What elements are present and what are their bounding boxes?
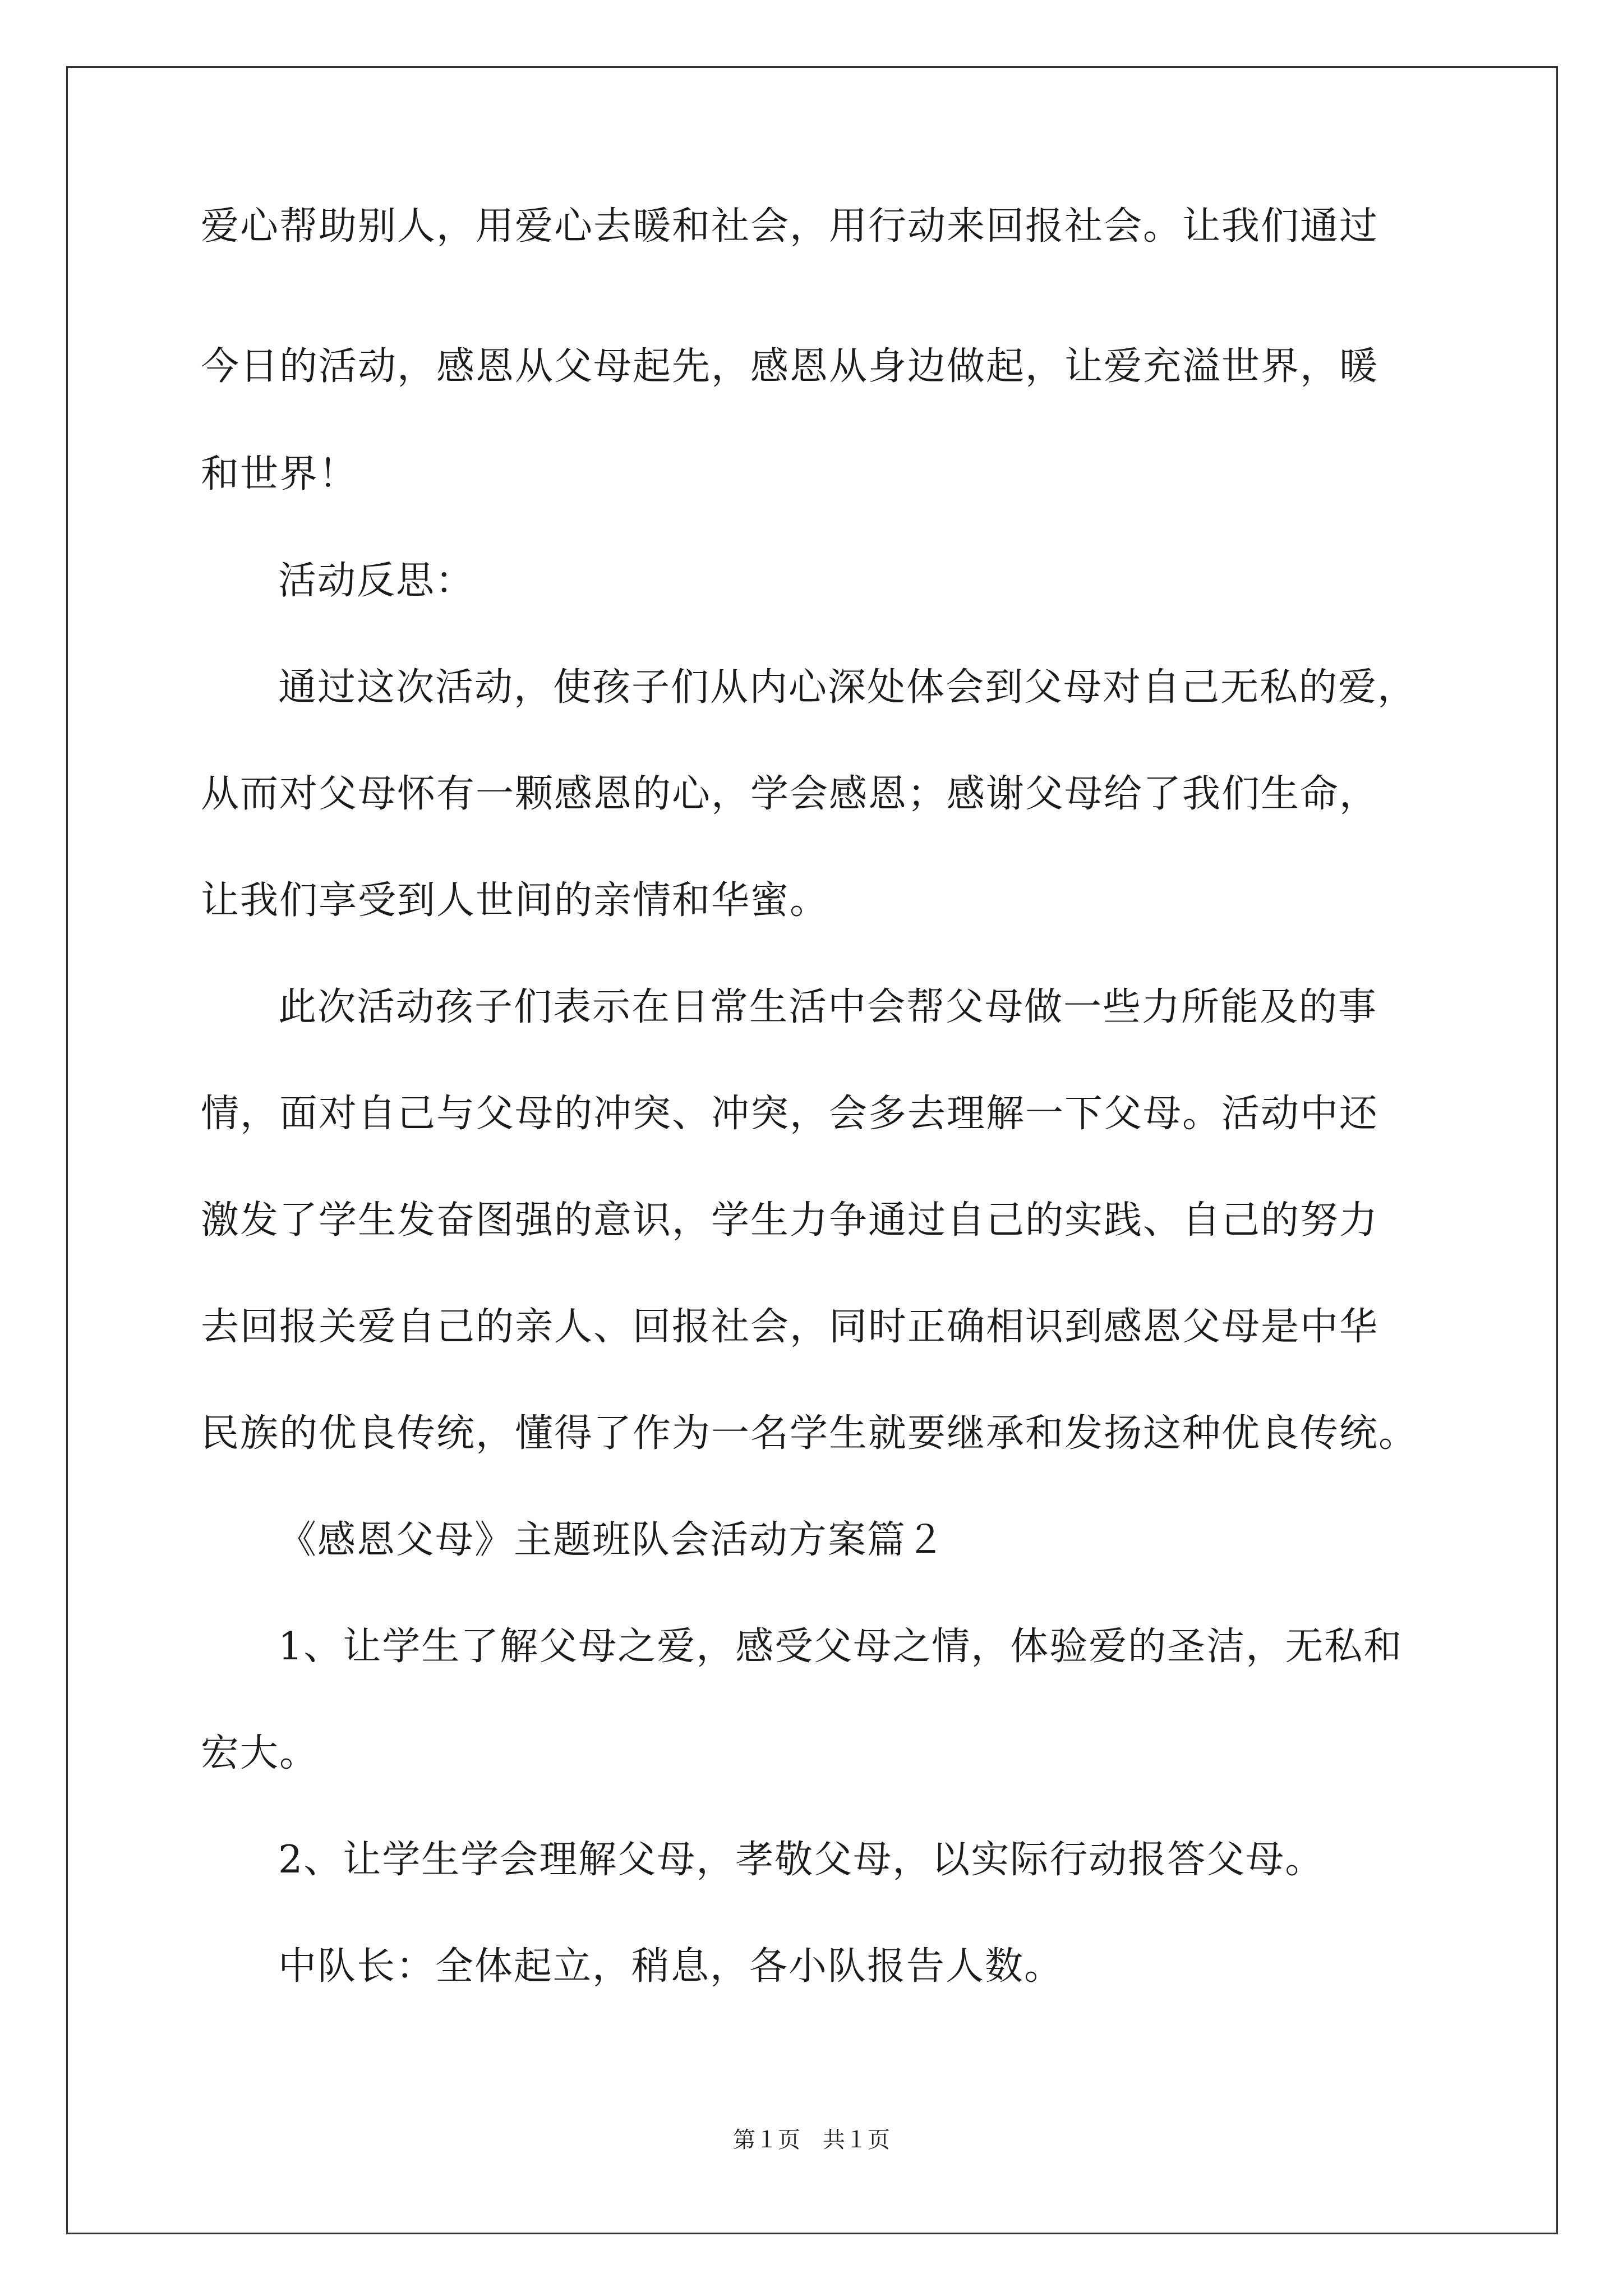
section-title: 《感恩父母》主题班队会活动方案篇２ bbox=[278, 1518, 946, 1562]
page-footer: 第１页 共１页 bbox=[733, 2127, 890, 2153]
page-border bbox=[66, 66, 1558, 2234]
text-line: 和世界！ bbox=[201, 452, 358, 496]
text-line: 通过这次活动，使孩子们从内心深处体会到父母对自己无私的爱， bbox=[278, 665, 1417, 710]
text-line: 让我们享受到人世间的亲情和华蜜。 bbox=[201, 878, 829, 923]
section-heading: 活动反思： bbox=[278, 559, 475, 603]
text-line: 宏大。 bbox=[201, 1731, 319, 1775]
list-item: 2、让学生学会理解父母，孝敬父母，以实际行动报答父母。 bbox=[278, 1838, 1325, 1882]
text-line: 激发了学生发奋图强的意识，学生力争通过自己的实践、自己的努力 bbox=[201, 1198, 1379, 1243]
text-line: 民族的优良传统，懂得了作为一名学生就要继承和发扬这种优良传统。 bbox=[201, 1411, 1418, 1456]
text-line: 今日的活动，感恩从父母起先，感恩从身边做起，让爱充溢世界，暖 bbox=[201, 344, 1379, 389]
text-line: 爱心帮助别人，用爱心去暖和社会，用行动来回报社会。让我们通过 bbox=[201, 204, 1379, 249]
text-line: 此次活动孩子们表示在日常生活中会帮父母做一些力所能及的事 bbox=[278, 985, 1378, 1029]
list-item: 1、让学生了解父母之爱，感受父母之情，体验爱的圣洁，无私和 bbox=[278, 1625, 1403, 1669]
text-line: 情，面对自己与父母的冲突、冲突，会多去理解一下父母。活动中还 bbox=[201, 1092, 1379, 1136]
text-line: 中队长：全体起立，稍息，各小队报告人数。 bbox=[278, 1944, 1064, 1989]
text-line: 从而对父母怀有一颗感恩的心，学会感恩；感谢父母给了我们生命， bbox=[201, 772, 1379, 816]
text-line: 去回报关爱自己的亲人、回报社会，同时正确相识到感恩父母是中华 bbox=[201, 1305, 1379, 1349]
